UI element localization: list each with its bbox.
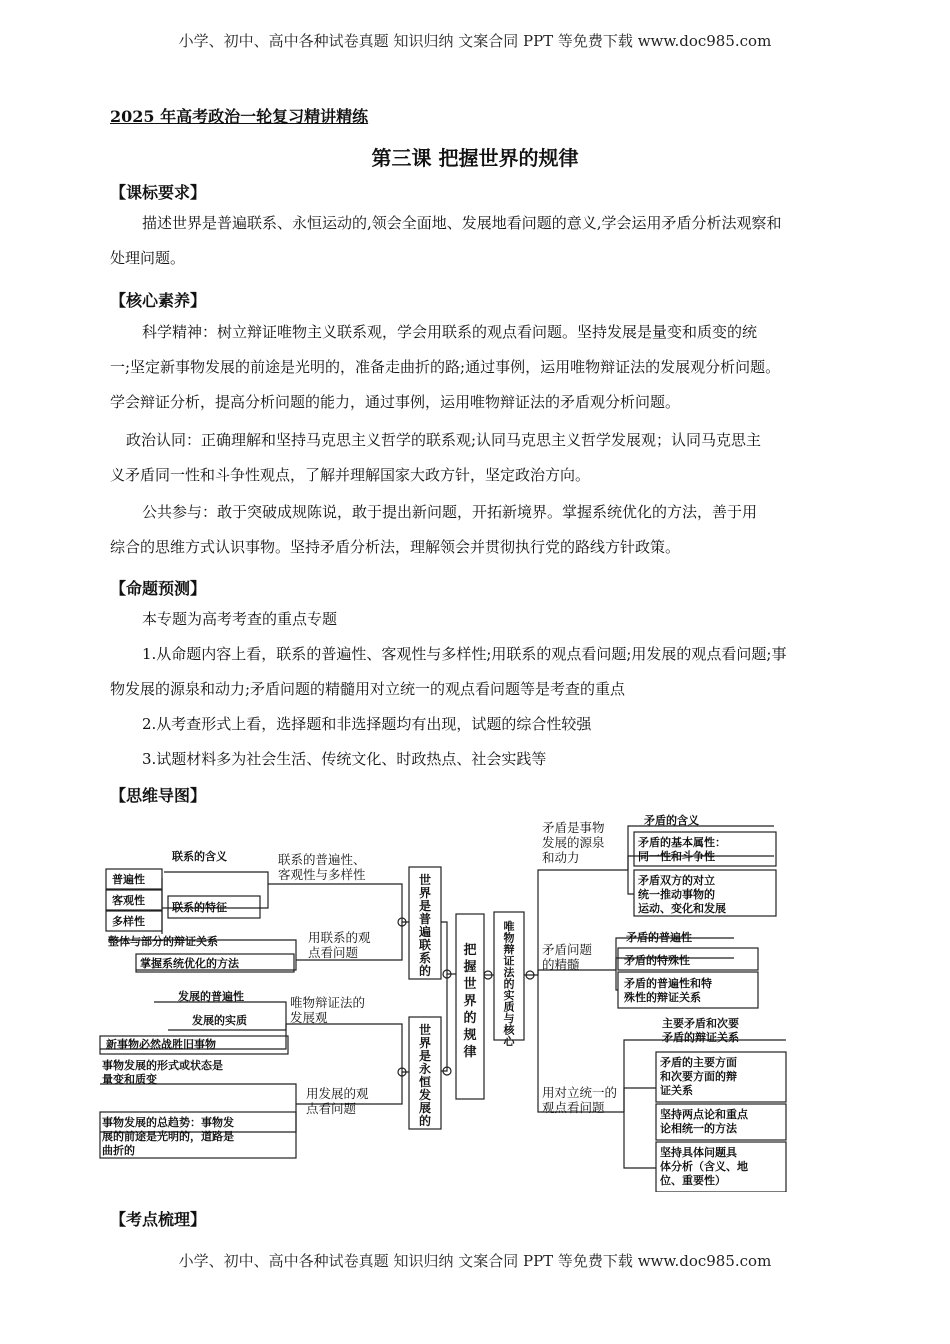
contradiction-item-meaning: 矛盾的含义 bbox=[644, 814, 699, 827]
page-header: 小学、初中、高中各种试卷真题 知识归纳 文案合同 PPT 等免费下载 www.doc985.com bbox=[178, 32, 772, 50]
connect-item-features: 联系的特征 bbox=[172, 901, 227, 914]
kebiao-paragraph bbox=[110, 206, 845, 276]
essence-label: 唯物辩证法的实质与核心 bbox=[503, 920, 515, 1048]
document-title: 2025 年高考政治一轮复习精讲精练 bbox=[110, 107, 369, 126]
text-line: 政治认同：正确理解和坚持马克思主义哲学的联系观;认同马克思主义哲学发展观；认同马克思主 bbox=[126, 431, 762, 449]
contradiction-item-principal: 主要矛盾和次要矛盾的辩证关系 bbox=[662, 1017, 739, 1044]
section-heading-mindmap: 【思维导图】 bbox=[110, 786, 207, 805]
text-line: 2.从考查形式上看，选择题和非选择题均有出现，试题的综合性较强 bbox=[142, 715, 592, 733]
lesson-title: 第三课 把握世界的规律 bbox=[371, 146, 579, 170]
connect-branch-view: 用联系的观点看问题 bbox=[308, 930, 371, 960]
develop-branch-view: 唯物辩证法的发展观 bbox=[290, 995, 366, 1025]
connect-branch-universal: 联系的普遍性、客观性与多样性 bbox=[278, 852, 366, 882]
text-line: 公共参与：敢于突破成规陈说，敢于提出新问题，开拓新境界。掌握系统优化的方法，善于用 bbox=[142, 503, 758, 521]
develop-branch-look: 用发展的观点看问题 bbox=[306, 1086, 369, 1116]
text-line: 学会辩证分析，提高分析问题的能力，通过事例，运用唯物辩证法的矛盾观分析问题。 bbox=[110, 393, 681, 411]
suyang-paragraph-science bbox=[110, 315, 845, 420]
develop-item-new-defeats-old: 新事物必然战胜旧事物 bbox=[106, 1038, 216, 1051]
text-line: 处理问题。 bbox=[110, 249, 186, 267]
contradiction-item-universal: 矛盾的普遍性 bbox=[626, 931, 692, 944]
page-footer: 小学、初中、高中各种试卷真题 知识归纳 文案合同 PPT 等免费下载 www.doc985.com bbox=[178, 1252, 772, 1270]
section-heading-kebiao: 【课标要求】 bbox=[110, 183, 207, 202]
yuce-intro bbox=[110, 602, 845, 777]
mind-map bbox=[96, 812, 796, 1192]
contradiction-item-two-points: 坚持两点论和重点论相统一的方法 bbox=[660, 1108, 748, 1135]
mind-map-svg bbox=[96, 812, 796, 1192]
connect-item-meaning: 联系的含义 bbox=[172, 850, 227, 863]
root-label: 把握世界的规律 bbox=[463, 943, 477, 1060]
contradiction-branch-essence: 矛盾问题的精髓 bbox=[542, 942, 593, 972]
contradiction-item-attributes: 矛盾的基本属性：同一性和斗争性 bbox=[638, 836, 726, 863]
text-line: 综合的思维方式认识事物。坚持矛盾分析法，理解领会并贯彻执行党的路线方针政策。 bbox=[110, 538, 681, 556]
text-line: 义矛盾同一性和斗争性观点，了解并理解国家大政方针，坚定政治方向。 bbox=[110, 466, 591, 484]
contradiction-item-unity: 矛盾双方的对立统一推动事物的运动、变化和发展 bbox=[638, 874, 726, 915]
section-heading-yuce: 【命题预测】 bbox=[110, 579, 207, 598]
text-line: 1.从命题内容上看，联系的普遍性、客观性与多样性;用联系的观点看问题;用发展的观点看问题;事 bbox=[142, 645, 787, 663]
section-heading-kaodian: 【考点梳理】 bbox=[110, 1210, 207, 1229]
text-line: 科学精神：树立辩证唯物主义联系观，学会用联系的观点看问题。坚持发展是量变和质变的统 bbox=[142, 323, 758, 341]
develop-item-essence: 发展的实质 bbox=[192, 1014, 247, 1027]
suyang-paragraph-politics bbox=[110, 423, 845, 493]
section-heading-suyang: 【核心素养】 bbox=[110, 291, 207, 310]
feature-objective: 客观性 bbox=[112, 894, 145, 907]
text-line: 3.试题材料多为社会生活、传统文化、时政热点、社会实践等 bbox=[142, 750, 547, 768]
text-line: 本专题为高考考查的重点专题 bbox=[142, 610, 338, 628]
contradiction-item-concrete: 坚持具体问题具体分析（含义、地位、重要性） bbox=[660, 1146, 748, 1187]
contradiction-branch-unity-view: 用对立统一的观点看问题 bbox=[542, 1085, 618, 1115]
contradiction-item-aspects: 矛盾的主要方面和次要方面的辩证关系 bbox=[660, 1056, 737, 1097]
text-line: 物发展的源泉和动力;矛盾问题的精髓用对立统一的观点看问题等是考查的重点 bbox=[110, 680, 626, 698]
contradiction-item-relation: 矛盾的普遍性和特殊性的辩证关系 bbox=[624, 977, 712, 1004]
world-moving-label: 世界是永恒发展的 bbox=[418, 1023, 432, 1128]
feature-diverse: 多样性 bbox=[112, 915, 145, 928]
world-connected-label: 世界是普遍联系的 bbox=[418, 873, 432, 978]
connect-item-whole-part: 整体与部分的辩证关系 bbox=[108, 935, 218, 948]
connect-item-system: 掌握系统优化的方法 bbox=[140, 957, 239, 970]
feature-universal: 普遍性 bbox=[112, 873, 145, 886]
suyang-paragraph-public bbox=[110, 495, 845, 565]
develop-item-universal: 发展的普遍性 bbox=[178, 990, 244, 1003]
develop-item-forms: 事物发展的形式或状态是量变和质变 bbox=[102, 1059, 223, 1086]
text-line: 描述世界是普遍联系、永恒运动的,领会全面地、发展地看问题的意义,学会运用矛盾分析法观察和 bbox=[142, 214, 782, 232]
contradiction-branch-source: 矛盾是事物发展的源泉和动力 bbox=[542, 820, 605, 865]
contradiction-item-particular: 矛盾的特殊性 bbox=[624, 954, 690, 967]
text-line: 一;坚定新事物发展的前途是光明的，准备走曲折的路;通过事例，运用唯物辩证法的发展观分析问题。 bbox=[110, 358, 781, 376]
develop-item-trend: 事物发展的总趋势：事物发展的前途是光明的，道路是曲折的 bbox=[102, 1116, 234, 1157]
